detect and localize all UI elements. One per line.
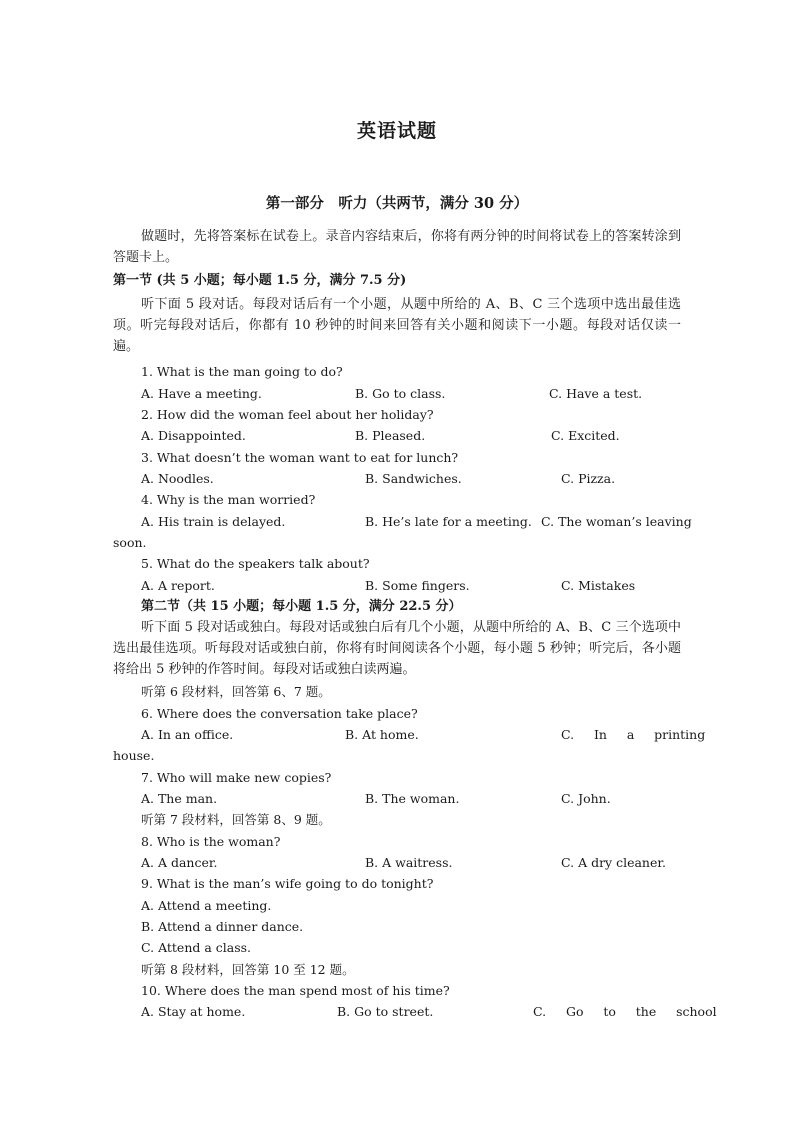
section1-heading: 第一节 (共 5 小题；每小题 1.5 分，满分 7.5 分) [113,273,407,288]
option-a: A. Disappointed. [141,428,246,443]
option-a: A. The man. [141,791,218,806]
section2-instructions: 听下面 5 段对话或独白。每段对话或独白后有几个小题，从题中所给的 A、B、C 三个选项中选出最佳选项。听每段对话或独白前，你将有时间阅读各个小题，每小题 5 秒钟；听完后，各小题将给出 5 秒钟的作答时间。每段对话或独白读两遍。 [113,620,681,677]
option-b: B. Some fingers. [365,578,470,593]
question-stem: 5. What do the speakers talk about? [141,556,370,571]
option-a: A. Stay at home. [141,1004,246,1019]
option-c: C. Have a test. [549,386,643,401]
option-c: C. In a printing [561,727,706,742]
option-c: C. A dry cleaner. [561,855,666,870]
option-c: C. Excited. [551,428,620,443]
question-stem: 9. What is the man’s wife going to do tonight? [141,876,434,891]
option-c: C. Go to the school [533,1004,717,1019]
question-stem: 2. How did the woman feel about her holiday? [141,407,434,422]
option-a: A. Noodles. [141,471,214,486]
option-a: A. His train is delayed. [141,514,286,529]
question-stem: 6. Where does the conversation take place? [141,706,418,721]
section1-instructions: 听下面 5 段对话。每段对话后有一个小题，从题中所给的 A、B、C 三个选项中选出最佳选项。听完每段对话后，你都有 10 秒钟的时间来回答有关小题和阅读下一小题。每段对话仅读一遍。 [113,297,681,354]
option-a: A. Attend a meeting. [141,898,272,913]
option-b: B. Attend a dinner dance. [141,919,304,934]
question-stem: 4. Why is the man worried? [141,492,316,507]
option-b: B. Pleased. [355,428,426,443]
material-instruction: 听第 8 段材料，回答第 10 至 12 题。 [141,962,355,977]
option-b: B. Go to street. [337,1004,434,1019]
question-stem: 3. What doesn’t the woman want to eat for lunch? [141,450,459,465]
part1-intro: 做题时，先将答案标在试卷上。录音内容结束后，你将有两分钟的时间将试卷上的答案转涂到答题卡上。 [113,229,681,265]
option-b: B. Sandwiches. [365,471,462,486]
option-c: C. Attend a class. [141,940,252,955]
option-a: A. A dancer. [141,855,218,870]
option-c-continued: soon. [113,535,147,550]
question-stem: 1. What is the man going to do? [141,364,343,379]
option-b: B. At home. [345,727,419,742]
option-c: C. Mistakes [561,578,636,593]
option-a: A. In an office. [141,727,234,742]
section2-heading: 第二节（共 15 小题；每小题 1.5 分，满分 22.5 分） [141,599,462,614]
option-c: C. John. [561,791,611,806]
option-b: B. A waitress. [365,855,453,870]
option-c: C. Pizza. [561,471,616,486]
question-stem: 7. Who will make new copies? [141,770,332,785]
question-stem: 8. Who is the woman? [141,834,281,849]
material-instruction: 听第 7 段材料，回答第 8、9 题。 [141,812,331,827]
option-b: B. Go to class. [355,386,446,401]
option-b: B. He’s late for a meeting. [365,514,532,529]
option-c: C. The woman’s leaving [541,514,692,529]
option-c-continued: house. [113,748,155,763]
page-title: 英语试题 [356,120,437,142]
option-a: A. Have a meeting. [141,386,262,401]
option-b: B. The woman. [365,791,460,806]
option-a: A. A report. [141,578,215,593]
question-stem: 10. Where does the man spend most of his time? [141,983,450,998]
part1-heading: 第一部分 听力（共两节，满分 30 分） [265,195,529,212]
material-instruction: 听第 6 段材料，回答第 6、7 题。 [141,684,331,699]
